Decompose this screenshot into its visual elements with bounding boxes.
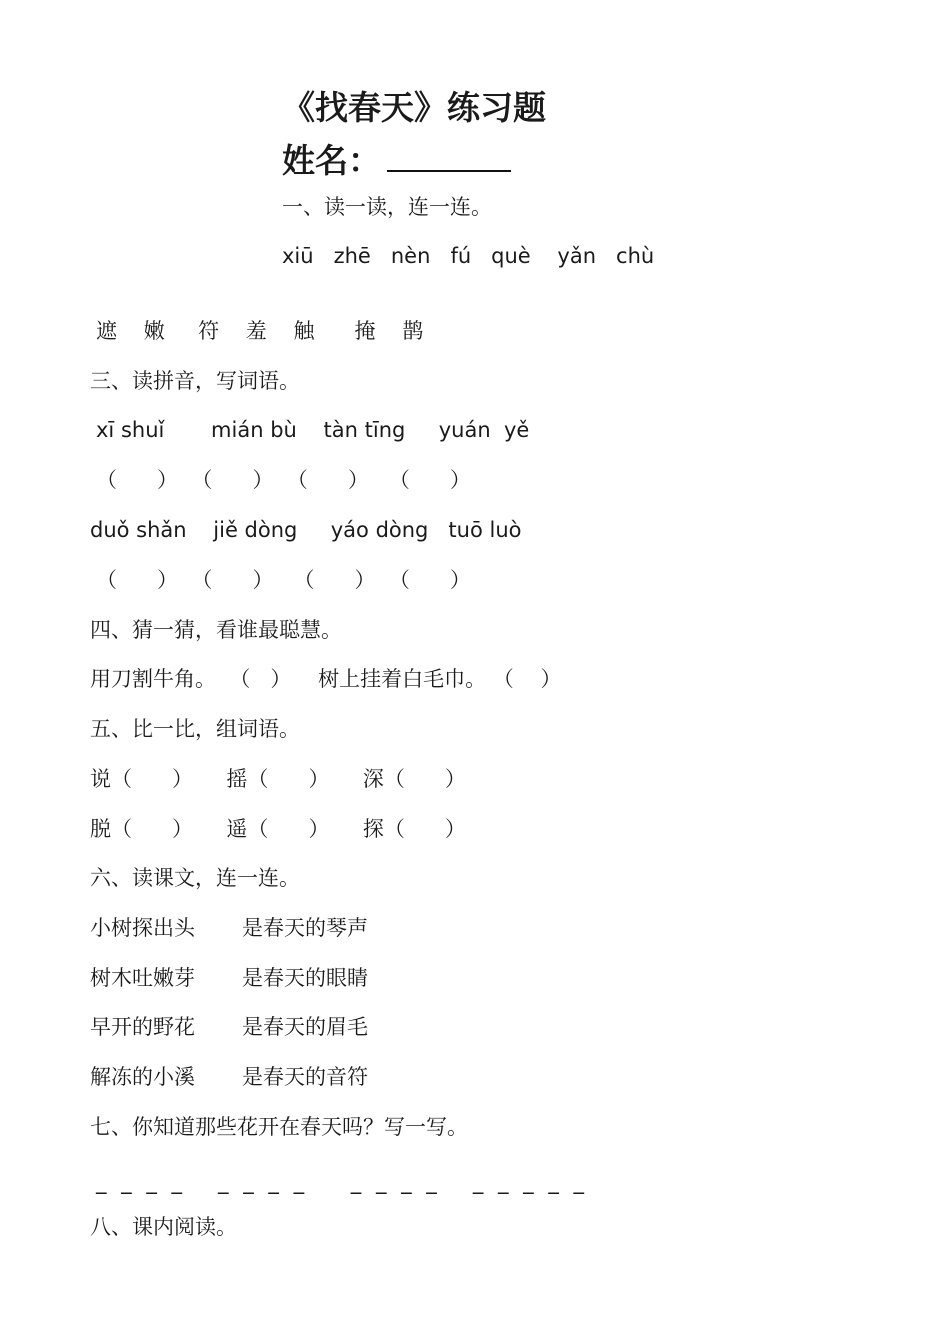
match-left-3: 早开的野花: [90, 1015, 195, 1039]
section4-heading: 四、猜一猜，看谁最聪慧。: [90, 618, 342, 642]
section6-heading: 六、读课文，连一连。: [90, 866, 300, 890]
section7-answer-lines: _ _ _ _ _ _ _ _ _ _ _ _ _ _ _ _ _: [96, 1170, 589, 1194]
match-left-1: 小树探出头: [90, 916, 195, 940]
section3-pinyin-row2: duǒ shǎn jiě dòng yáo dòng tuō luò: [90, 518, 522, 542]
section8-heading: 八、课内阅读。: [90, 1215, 237, 1239]
name-field: [282, 136, 511, 183]
match-left-4: 解冻的小溪: [90, 1065, 195, 1089]
section7-heading: 七、你知道那些花开在春天吗？写一写。: [90, 1115, 468, 1139]
name-blank: [387, 136, 511, 172]
match-right-2: 是春天的眼睛: [242, 966, 368, 990]
section3-blanks-row1: （ ） （ ） （ ） （ ）: [96, 468, 471, 492]
section1-pinyin: xiū zhē nèn fú què yǎn chù: [282, 244, 655, 268]
section1-chars: 遮 嫩 符 羞 触 掩 鹊: [96, 319, 424, 343]
section1-heading: 一、读一读，连一连。: [282, 195, 492, 219]
section3-heading: 三、读拼音，写词语。: [90, 369, 300, 393]
section5-row1: 说（ ） 摇（ ） 深（ ）: [90, 767, 466, 791]
name-label: 姓名：: [282, 141, 381, 180]
section3-blanks-row2: （ ） （ ） （ ） （ ）: [96, 568, 471, 592]
section5-row2: 脱（ ） 遥（ ） 探（ ）: [90, 817, 466, 841]
match-right-3: 是春天的眉毛: [242, 1015, 368, 1039]
match-left-2: 树木吐嫩芽: [90, 966, 195, 990]
section4-riddles: 用刀割牛角。 （ ） 树上挂着白毛巾。 （ ）: [90, 667, 562, 691]
match-right-1: 是春天的琴声: [242, 916, 368, 940]
section3-pinyin-row1: xī shuǐ mián bù tàn tīng yuán yě: [96, 418, 530, 442]
match-right-4: 是春天的音符: [242, 1065, 368, 1089]
worksheet-title: 《找春天》练习题: [282, 88, 546, 127]
section5-heading: 五、比一比，组词语。: [90, 717, 300, 741]
